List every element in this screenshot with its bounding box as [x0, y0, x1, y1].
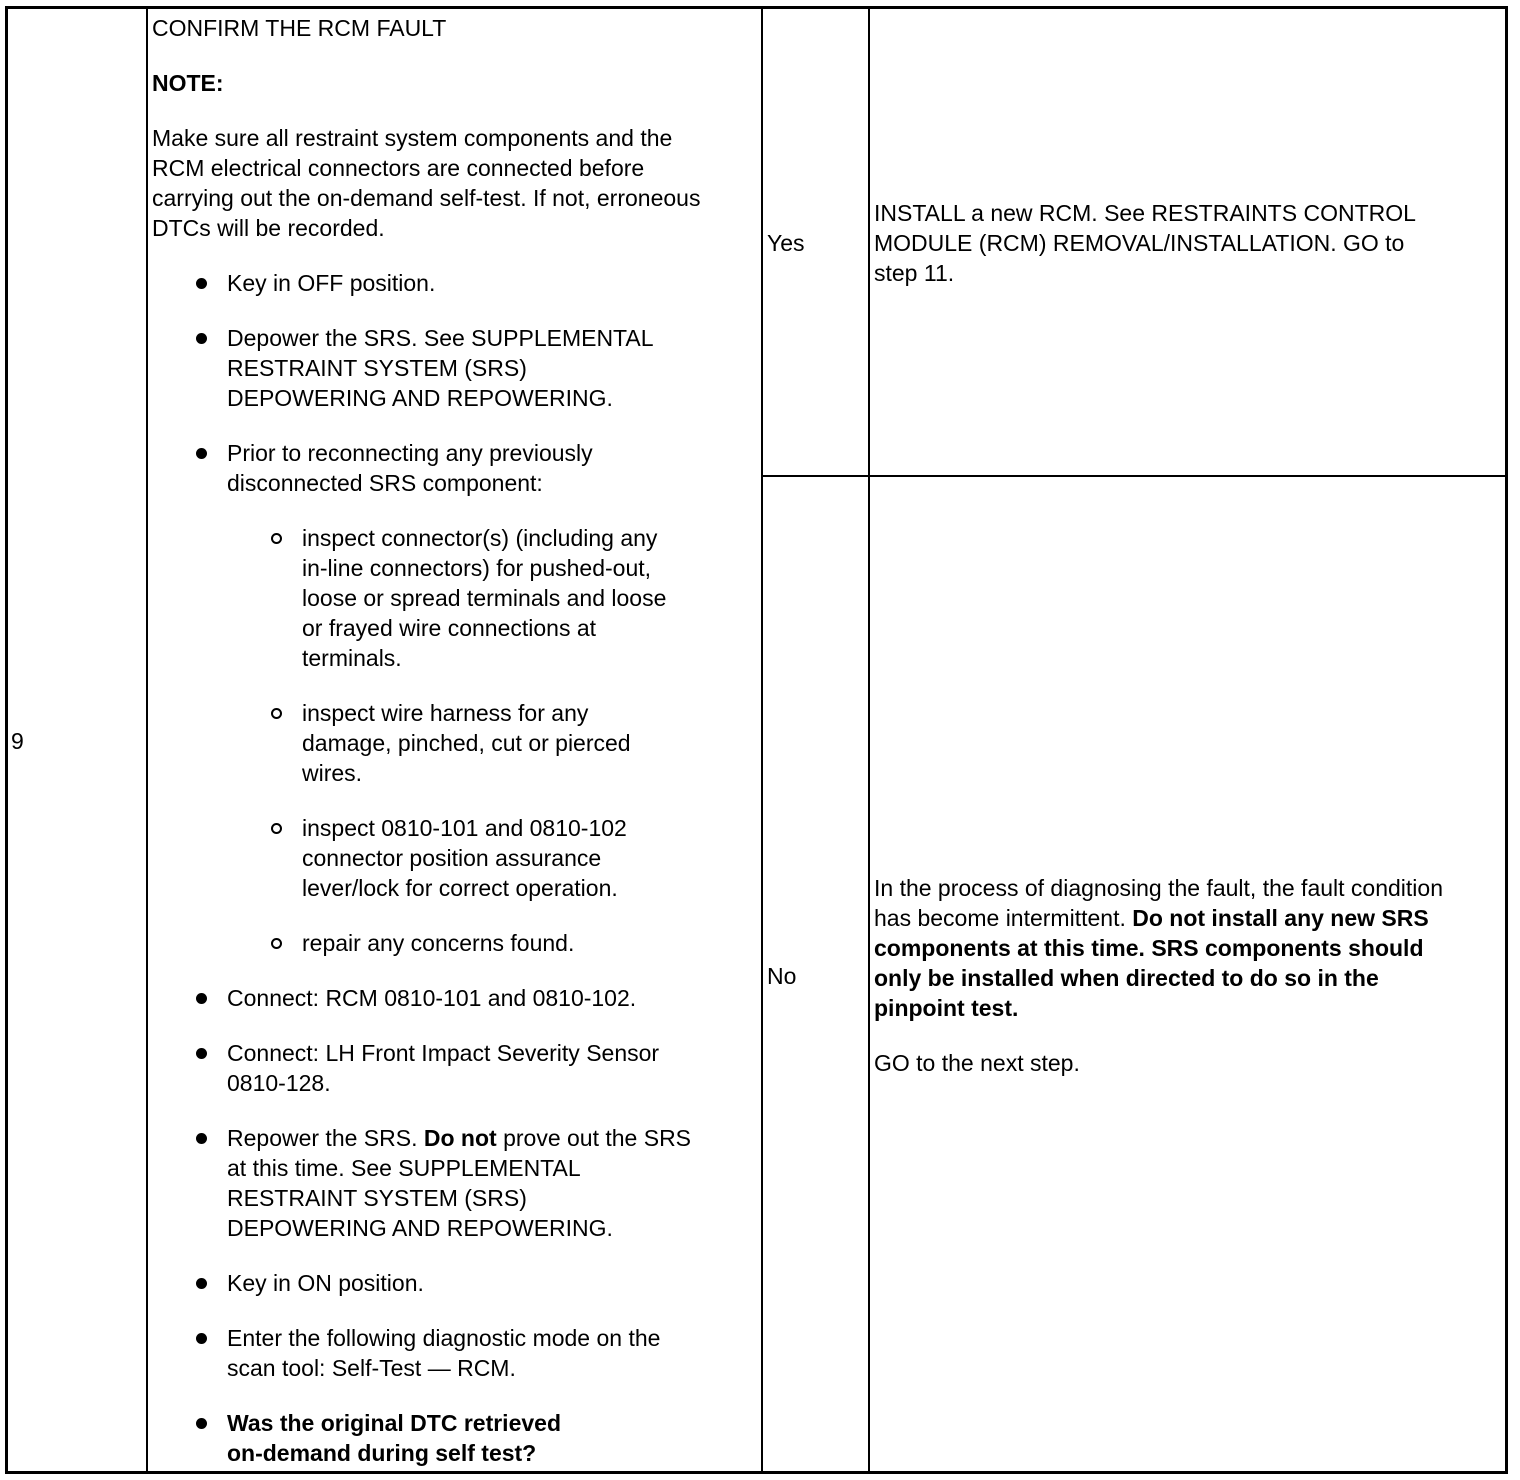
bullet-dot: [196, 1048, 207, 1059]
note-text-line: RCM electrical connectors are connected before: [152, 155, 645, 181]
bullet-dot: [196, 993, 207, 1004]
note-text-line: DTCs will be recorded.: [152, 215, 385, 241]
table-border-left: [5, 6, 8, 1474]
bullet-dot: [196, 278, 207, 289]
sub-bullet-inspect-harness-line: inspect wire harness for any: [302, 700, 589, 726]
bullet-key-on: Key in ON position.: [227, 1270, 424, 1296]
no-action-line: In the process of diagnosing the fault, the fault condition: [874, 875, 1443, 901]
note-text-line: Make sure all restraint system components and the: [152, 125, 673, 151]
bullet-question-line: on-demand during self test?: [227, 1440, 537, 1466]
bullet-depower-line: RESTRAINT SYSTEM (SRS): [227, 355, 527, 381]
sub-bullet-inspect-harness-line: damage, pinched, cut or pierced: [302, 730, 631, 756]
sub-bullet-inspect-connectors-line: inspect connector(s) (including any: [302, 525, 658, 551]
sub-bullet-inspect-cpa-line: inspect 0810-101 and 0810-102: [302, 815, 627, 841]
no-action-text: has become intermittent.: [874, 905, 1126, 931]
bullet-prior-line: Prior to reconnecting any previously: [227, 440, 593, 466]
bullet-question-line: Was the original DTC retrieved: [227, 1410, 561, 1436]
bullet-dot: [196, 1418, 207, 1429]
diagnostic-step-table: [5, 6, 1508, 1474]
bullet-repower-line: [227, 1123, 691, 1153]
sub-bullet-repair: repair any concerns found.: [302, 930, 575, 956]
yes-action-line: INSTALL a new RCM. See RESTRAINTS CONTROL: [874, 200, 1416, 226]
bullet-diag-mode-line: Enter the following diagnostic mode on the: [227, 1325, 661, 1351]
step-title: CONFIRM THE RCM FAULT: [152, 15, 447, 41]
repower-text: Repower the SRS.: [227, 1125, 418, 1151]
repower-text: prove out the SRS: [503, 1125, 692, 1151]
row-divider-yes-no: [761, 475, 1508, 477]
column-divider-result: [868, 6, 870, 1474]
no-action-warning-line: only be installed when directed to do so in the: [874, 965, 1379, 991]
repower-emphasis: Do not: [423, 1125, 497, 1151]
bullet-depower-line: Depower the SRS. See SUPPLEMENTAL: [227, 325, 654, 351]
yes-label: Yes: [767, 230, 805, 256]
step-number: 9: [11, 728, 24, 754]
bullet-key-off: Key in OFF position.: [227, 270, 436, 296]
bullet-dot: [196, 1278, 207, 1289]
column-divider-action: [761, 6, 763, 1474]
table-border-right: [1505, 6, 1508, 1474]
bullet-connect-sensor-line: Connect: LH Front Impact Severity Sensor: [227, 1040, 660, 1066]
yes-action-line: step 11.: [874, 260, 955, 286]
sub-bullet-inspect-cpa-line: connector position assurance: [302, 845, 602, 871]
sub-bullet-inspect-connectors-line: terminals.: [302, 645, 402, 671]
bullet-connect-rcm: Connect: RCM 0810-101 and 0810-102.: [227, 985, 637, 1011]
table-border-top: [5, 6, 1508, 9]
bullet-repower-line: RESTRAINT SYSTEM (SRS): [227, 1185, 527, 1211]
no-next-step: GO to the next step.: [874, 1050, 1080, 1076]
yes-action-line: MODULE (RCM) REMOVAL/INSTALLATION. GO to: [874, 230, 1405, 256]
bullet-prior-line: disconnected SRS component:: [227, 470, 543, 496]
bullet-depower-line: DEPOWERING AND REPOWERING.: [227, 385, 613, 411]
sub-bullet-inspect-cpa-line: lever/lock for correct operation.: [302, 875, 618, 901]
bullet-connect-sensor-line: 0810-128.: [227, 1070, 331, 1096]
bullet-dot: [196, 333, 207, 344]
column-divider-step: [146, 6, 148, 1474]
note-text-line: carrying out the on-demand self-test. If not, erroneous: [152, 185, 701, 211]
no-action-warning-line: pinpoint test.: [874, 995, 1019, 1021]
bullet-repower-line: DEPOWERING AND REPOWERING.: [227, 1215, 613, 1241]
bullet-repower-line: at this time. See SUPPLEMENTAL: [227, 1155, 581, 1181]
bullet-dot: [196, 1333, 207, 1344]
sub-bullet-inspect-connectors-line: or frayed wire connections at: [302, 615, 597, 641]
table-border-bottom: [5, 1471, 1508, 1474]
no-label: No: [767, 963, 797, 989]
sub-bullet-inspect-connectors-line: in-line connectors) for pushed-out,: [302, 555, 652, 581]
note-label: NOTE:: [152, 70, 224, 96]
sub-bullet-ring: [271, 823, 282, 834]
no-action-warning-line: components at this time. SRS components should: [874, 935, 1424, 961]
bullet-diag-mode-line: scan tool: Self-Test — RCM.: [227, 1355, 516, 1381]
no-action-line: [874, 903, 1429, 933]
sub-bullet-ring: [271, 533, 282, 544]
sub-bullet-inspect-connectors-line: loose or spread terminals and loose: [302, 585, 667, 611]
no-action-warning: Do not install any new SRS: [1132, 905, 1429, 931]
sub-bullet-inspect-harness-line: wires.: [302, 760, 363, 786]
sub-bullet-ring: [271, 708, 282, 719]
bullet-dot: [196, 1133, 207, 1144]
bullet-dot: [196, 448, 207, 459]
sub-bullet-ring: [271, 938, 282, 949]
